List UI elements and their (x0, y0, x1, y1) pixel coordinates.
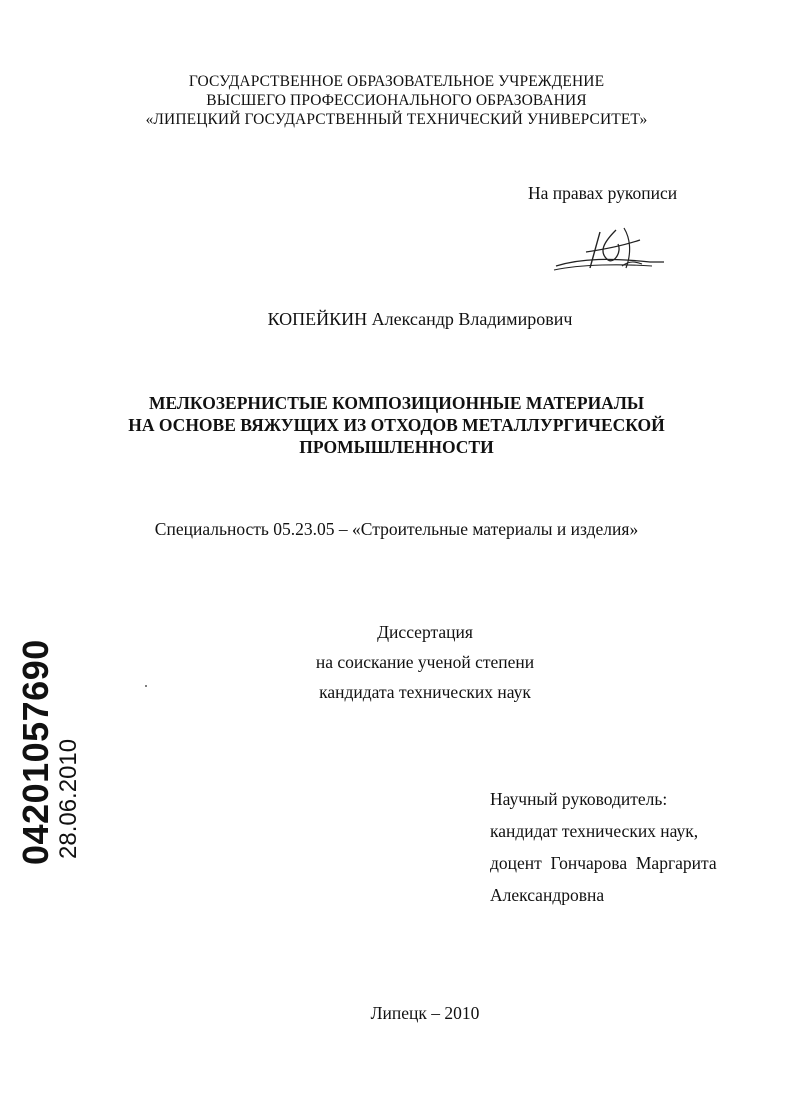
title-line-2: НА ОСНОВЕ ВЯЖУЩИХ ИЗ ОТХОДОВ МЕТАЛЛУРГИЧЕСКОЙ (128, 415, 665, 435)
degree-line-1: Диссертация (377, 622, 473, 642)
manuscript-note: На правах рукописи (528, 183, 678, 203)
dissertation-degree (0, 617, 793, 707)
institution-line-1: ГОСУДАРСТВЕННОЕ ОБРАЗОВАТЕЛЬНОЕ УЧРЕЖДЕНИЕ (188, 73, 605, 90)
title-line-1: МЕЛКОЗЕРНИСТЫЕ КОМПОЗИЦИОННЫЕ МАТЕРИАЛЫ (148, 393, 645, 413)
institution-header (0, 72, 793, 129)
supervisor-name: доцент Гончарова Маргарита (490, 853, 717, 873)
supervisor-label: Научный руководитель: (490, 789, 668, 809)
institution-line-3: «ЛИПЕЦКИЙ ГОСУДАРСТВЕННЫЙ ТЕХНИЧЕСКИЙ УНИВЕРСИТЕТ» (145, 111, 648, 128)
institution-line-2: ВЫСШЕГО ПРОФЕССИОНАЛЬНОГО ОБРАЗОВАНИЯ (206, 92, 587, 109)
library-stamp (16, 639, 82, 865)
degree-line-3: кандидата технических наук (319, 682, 531, 702)
stamp-number: 04201057690 (15, 639, 56, 865)
title-line-3: ПРОМЫШЛЕННОСТИ (299, 437, 494, 457)
author-name: КОПЕЙКИН Александр Владимирович (267, 309, 573, 329)
supervisor-degree: кандидат технических наук, (490, 821, 699, 841)
scan-speck (145, 685, 147, 687)
city-year: Липецк – 2010 (370, 1003, 480, 1023)
signature-icon (552, 222, 672, 278)
dissertation-title (0, 392, 793, 458)
supervisor-block (490, 783, 717, 911)
specialty: Специальность 05.23.05 – «Строительные материалы и изделия» (154, 519, 639, 539)
stamp-date: 28.06.2010 (55, 738, 82, 859)
degree-line-2: на соискание ученой степени (315, 652, 535, 672)
supervisor-name-2: Александровна (490, 885, 605, 905)
